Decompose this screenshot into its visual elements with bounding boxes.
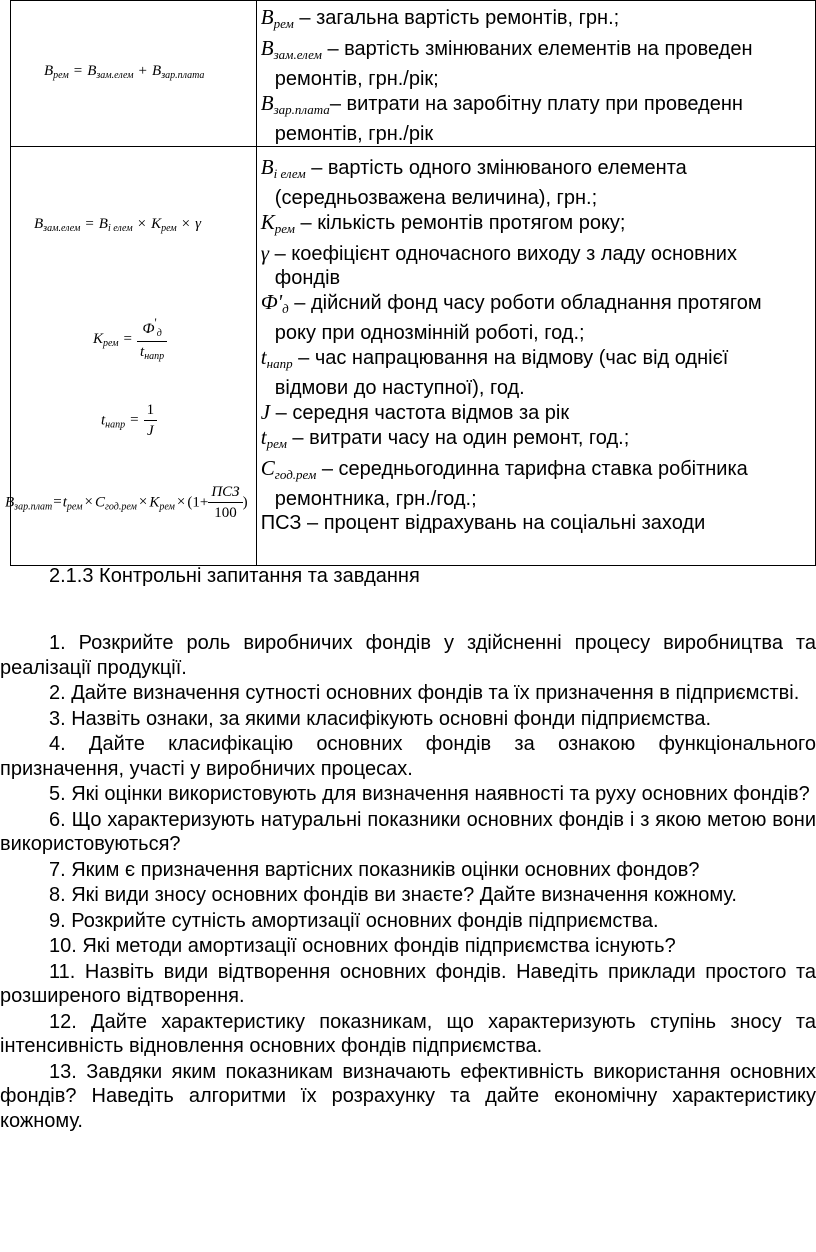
- definition-line: [257, 122, 815, 146]
- question-item: 13. Завдяки яким показникам визначають ефективність використання основних фондів? Наведіть алгоритми їх розрахунку та дайте економічну характеристику кожному.: [0, 1060, 816, 1132]
- formula-cell: [5, 147, 257, 566]
- definition-text: – кількість ремонтів протягом року;: [294, 212, 626, 234]
- definition-line: [257, 67, 815, 91]
- fraction: $\frac{\text{ПСЗ}}{100}$: [208, 485, 242, 521]
- formula-total-repair-cost: $В_{рем} = В_{зам.елем} + В_{зар.плата}$: [44, 63, 205, 81]
- definitions-list: [257, 147, 815, 535]
- definition-line: [257, 36, 815, 67]
- question-item: 6. Що характеризують натуральні показники основних фондів і з якою метою вони використовуються?: [0, 808, 816, 855]
- definition-line: [257, 345, 815, 376]
- definition-text: року при однозмінній роботі, год.;: [274, 322, 585, 344]
- definition-text: ремонтів, грн./рік;: [274, 68, 439, 90]
- definition-symbol: $В_{рем}$: [260, 5, 294, 31]
- question-item: 12. Дайте характеристику показникам, що характеризують ступінь зносу та інтенсивність відновлення основних фондів підприємства.: [0, 1010, 816, 1057]
- definition-symbol: $В_{зам.елем}$: [260, 36, 322, 62]
- formula-repair-wages: $В_{зар.плат}=t_{рем} \times С_{год.рем} \times К_{рем} \times (1+$ $\frac{\text{ПСЗ}}{100}$ ): [5, 484, 248, 521]
- definition-text: – вартість змінюваних елементів на проведен: [321, 38, 753, 60]
- definition-text: – дійсний фонд часу роботи обладнання протягом: [288, 292, 762, 314]
- definition-text: відмови до наступної), год.: [274, 377, 525, 399]
- formula-repairs-count: $К_{рем}$ = $\frac{Ф'_д}{t_{напр}}$: [93, 317, 167, 362]
- definition-line: [257, 511, 815, 535]
- definition-text: ПСЗ – процент відрахувань на соціальні заходи: [260, 512, 706, 534]
- definition-symbol: $К_{рем}$: [260, 210, 295, 236]
- definition-text: – середньогодинна тарифна ставка робітника: [316, 458, 748, 480]
- formula-replaced-elements-cost: $В_{зам.елем} = В_{і елем} \times К_{рем} \times \gamma$: [34, 216, 202, 234]
- fraction: $\frac{1}{J}$: [144, 403, 158, 439]
- definition-line: [257, 210, 815, 241]
- definition-symbol: $В_{зар.плата}$: [260, 91, 330, 117]
- definition-symbol: γ: [260, 241, 270, 265]
- definitions-cell: [256, 147, 815, 566]
- definition-text: – витрати на заробітну плату при проведенн: [329, 93, 743, 115]
- definition-text: ремонтів, грн./рік: [274, 123, 434, 145]
- definition-line: [257, 5, 815, 36]
- definition-line: [257, 487, 815, 511]
- definition-symbol: $В_{і елем}$: [260, 155, 306, 181]
- definition-symbol: $С_{год.рем}$: [260, 456, 317, 482]
- definition-symbol: J: [260, 400, 271, 424]
- question-item: 7. Яким є призначення вартісних показників оцінки основних фондов?: [49, 858, 700, 881]
- formula-operating-time: $t_{напр}$ = $\frac{1}{J}$: [101, 403, 157, 439]
- question-item: 9. Розкрийте сутність амортизації основних фондів підприємства.: [49, 909, 659, 932]
- fraction: $\frac{Ф'_д}{t_{напр}}$: [137, 317, 167, 362]
- definition-symbol: $Ф'_д$: [260, 290, 289, 316]
- section-title: 2.1.3 Контрольні запитання та завдання: [49, 565, 420, 587]
- definitions-list: [257, 1, 815, 146]
- formula-cell: [11, 1, 257, 147]
- definition-line: [257, 241, 815, 266]
- definition-line: [257, 266, 815, 290]
- definition-text: – витрати часу на один ремонт, год.;: [286, 427, 630, 449]
- questions-list: [0, 631, 816, 1134]
- table-row: [11, 147, 816, 566]
- definition-symbol: $t_{напр}$: [260, 345, 293, 371]
- question-item: 8. Які види зносу основних фондів ви знаєте? Дайте визначення кожному.: [49, 884, 737, 906]
- definition-symbol: $t_{рем}$: [260, 425, 287, 451]
- definition-text: ремонтника, грн./год.;: [274, 488, 477, 510]
- definition-line: [257, 400, 815, 425]
- definition-text: – час напрацювання на відмову (час від однієї: [292, 347, 729, 369]
- definition-text: (середньозважена величина), грн.;: [274, 187, 598, 209]
- question-item: 2. Дайте визначення сутності основних фондів та їх призначення в підприємстві.: [49, 682, 800, 704]
- question-item: 4. Дайте класифікацію основних фондів за ознакою функціонального призначення, участі у виробничих процесах.: [0, 733, 816, 780]
- definition-line: [257, 376, 815, 400]
- definition-text: фондів: [274, 267, 341, 289]
- definition-line: [257, 186, 815, 210]
- definition-line: [257, 290, 815, 321]
- definition-text: – коефіцієнт одночасного виходу з ладу основних: [269, 243, 737, 265]
- question-item: 5. Які оцінки використовують для визначення наявності та руху основних фондів?: [49, 783, 810, 805]
- definition-line: [257, 91, 815, 122]
- table-row: [11, 1, 816, 147]
- definition-text: – середня частота відмов за рік: [270, 402, 570, 424]
- definition-line: [257, 155, 815, 186]
- formula-table: [5, 0, 816, 566]
- definition-line: [257, 425, 815, 456]
- question-item: 10. Які методи амортизації основних фондів підприємства існують?: [49, 935, 676, 957]
- definition-text: – вартість одного змінюваного елемента: [305, 157, 687, 179]
- question-item: 1. Розкрийте роль виробничих фондів у здійсненні процесу виробництва та реалізації продукції.: [0, 632, 816, 679]
- definition-text: – загальна вартість ремонтів, грн.;: [293, 7, 620, 29]
- definition-line: [257, 321, 815, 345]
- definitions-cell: [256, 1, 815, 147]
- definition-line: [257, 456, 815, 487]
- question-item: 11. Назвіть види відтворення основних фондів. Наведіть приклади простого та розширеного відтворення.: [0, 960, 816, 1007]
- question-item: 3. Назвіть ознаки, за якими класифікують основні фонди підприємства.: [49, 707, 712, 730]
